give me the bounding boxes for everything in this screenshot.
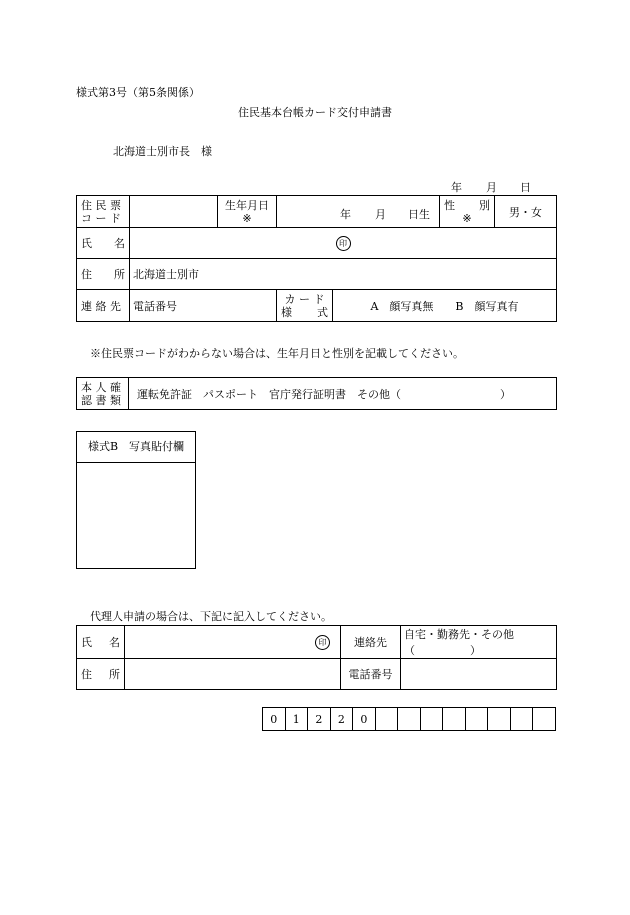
code-box: 2 [330, 708, 353, 731]
code-box: 2 [308, 708, 331, 731]
card-row [277, 290, 557, 322]
dob-field[interactable]: 年 月 日生 [277, 196, 440, 228]
code-box[interactable] [533, 708, 556, 731]
code-box[interactable] [398, 708, 421, 731]
sex-options[interactable]: 男・女 [495, 196, 557, 228]
proxy-contact-label: 連絡先 [341, 626, 401, 659]
seal-icon: 印 [336, 236, 351, 251]
id-document-label: 本 人 確 認 書 類 [77, 378, 129, 410]
id-document-options[interactable]: 運転免許証 パスポート 官庁発行証明書 その他（ ） [129, 378, 557, 410]
proxy-address-field[interactable] [125, 659, 341, 690]
form-number: 様式第3号（第5条関係） [76, 86, 200, 99]
proxy-address-label: 住 所 [77, 659, 125, 690]
proxy-name-field[interactable] [125, 626, 341, 659]
resident-code-note: ※住民票コードがわからない場合は、生年月日と性別を記載してください。 [90, 347, 464, 360]
date-month: 月 [486, 181, 497, 194]
code-box[interactable] [420, 708, 443, 731]
resident-code-label: 住 民 票 コ ー ド [77, 196, 130, 228]
card-type-options[interactable]: A 顔写真無 B 顔写真有 [370, 299, 519, 313]
code-box[interactable] [488, 708, 511, 731]
date-day: 日 [520, 181, 531, 194]
code-box[interactable] [375, 708, 398, 731]
photo-area[interactable] [77, 463, 195, 568]
id-document-table [76, 377, 557, 410]
code-box: 1 [285, 708, 308, 731]
proxy-contact-options[interactable]: 自宅・勤務先・その他（ ） [401, 626, 557, 659]
address-label: 住 所 [77, 259, 130, 290]
code-box: 0 [353, 708, 376, 731]
contact-label: 連 絡 先 [77, 290, 130, 322]
code-boxes [262, 707, 556, 731]
sex-label: 性 別 ※ [440, 196, 495, 228]
code-box[interactable] [443, 708, 466, 731]
address-field[interactable]: 北海道士別市 [130, 259, 557, 290]
addressee: 北海道士別市長 様 [113, 145, 212, 158]
proxy-seal-icon: 印 [315, 635, 330, 650]
card-type-label: カ ー ド 様 式 [277, 290, 333, 321]
code-box[interactable] [510, 708, 533, 731]
photo-box [76, 431, 196, 569]
photo-box-label: 様式B 写真貼付欄 [77, 432, 195, 463]
page-title: 住民基本台帳カード交付申請書 [238, 106, 392, 119]
proxy-instruction: 代理人申請の場合は、下記に記入してください。 [90, 610, 332, 623]
code-box: 0 [263, 708, 286, 731]
phone-field[interactable]: 電話番号 [130, 290, 277, 322]
proxy-phone-label: 電話番号 [341, 659, 401, 690]
proxy-name-label: 氏 名 [77, 626, 125, 659]
date-year: 年 [451, 181, 462, 194]
name-label: 氏 名 [77, 228, 130, 259]
applicant-table [76, 195, 557, 322]
proxy-table [76, 625, 557, 690]
code-box[interactable] [465, 708, 488, 731]
dob-label: 生年月日 ※ [218, 196, 277, 228]
proxy-phone-field[interactable] [401, 659, 557, 690]
resident-code-field[interactable] [130, 196, 218, 228]
name-field[interactable] [130, 228, 557, 259]
